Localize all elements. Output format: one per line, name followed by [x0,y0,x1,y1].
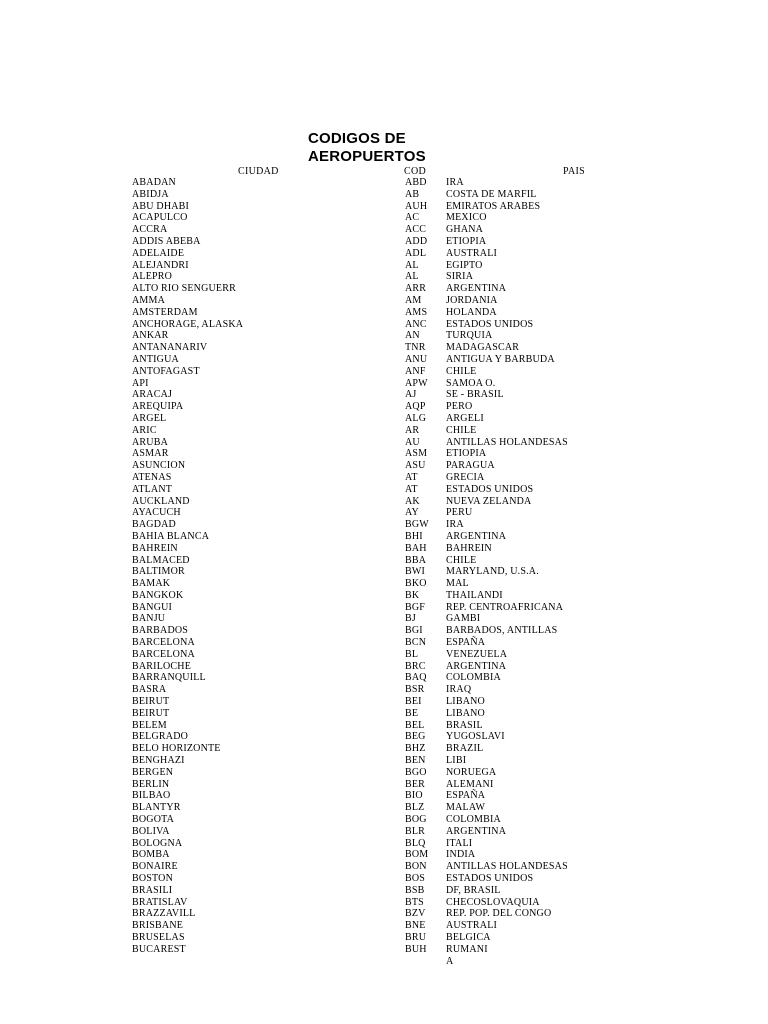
code-cell: BON [405,861,427,873]
table-row [0,566,768,578]
city-cell: ATLANT [132,483,173,495]
country-cell: SAMOA O. [446,377,496,389]
city-cell: BERGEN [132,766,174,778]
country-cell: THAILANDI [446,589,503,601]
code-cell: ANU [405,353,428,365]
city-cell: ALTO RIO SENGUERR [132,283,236,295]
code-cell: BIO [405,790,423,802]
code-cell: BBA [405,554,427,566]
code-cell: BOM [405,849,429,861]
table-row [0,519,768,531]
code-cell: ADD [405,235,428,247]
table-row [0,885,768,897]
table-row [0,342,768,354]
code-cell: ALG [405,412,427,424]
code-cell: AJ [405,389,417,401]
table-row [0,177,768,189]
country-cell: AUSTRALI [446,920,498,932]
table-row [0,330,768,342]
country-cell: EGIPTO [446,259,483,271]
country-cell: ARGENTINA [446,825,507,837]
city-cell: BERLIN [132,778,170,790]
code-cell: BRC [405,660,426,672]
code-cell: BWI [405,566,426,578]
country-cell: PERU [446,507,473,519]
city-cell: BOLIVA [132,825,170,837]
code-cell: BHZ [405,743,426,755]
table-row [0,271,768,283]
country-cell: VENEZUELA [446,648,508,660]
code-cell: BGI [405,625,423,637]
code-cell: AR [405,424,420,436]
code-cell: BUH [405,943,427,955]
city-cell: BOSTON [132,873,174,885]
table-row [0,555,768,567]
table-row [0,425,768,437]
city-cell: BEIRUT [132,707,170,719]
code-cell: BSB [405,884,425,896]
table-row [0,708,768,720]
city-cell: BUCAREST [132,943,186,955]
city-cell: BARRANQUILL [132,672,206,684]
table-row [0,283,768,295]
table-row [0,826,768,838]
city-cell: BARCELONA [132,648,195,660]
city-cell: BALMACED [132,554,190,566]
country-cell: REP. CENTROAFRICANA [446,601,564,613]
table-row [0,897,768,909]
country-cell: RUMANI [446,943,488,955]
table-row [0,307,768,319]
city-cell: BAHREIN [132,542,178,554]
code-cell: ADL [405,247,427,259]
code-cell: BLQ [405,837,426,849]
code-cell: BEI [405,696,422,708]
table-row [0,625,768,637]
table-row [0,401,768,413]
city-cell: ARACAJ [132,389,173,401]
city-cell: BRAZZAVILL [132,908,196,920]
country-cell: SIRIA [446,271,474,283]
city-cell: BARCELONA [132,637,195,649]
column-header-cod: COD [404,166,427,177]
table-row [0,838,768,850]
code-cell: BAQ [405,672,427,684]
city-cell: BAGDAD [132,519,176,531]
country-cell: ESTADOS UNIDOS [446,483,534,495]
city-cell: BONAIRE [132,861,178,873]
code-cell: AQP [405,401,426,413]
table-row [0,248,768,260]
country-cell: PARAGUA [446,460,495,472]
code-cell: BEG [405,731,426,743]
code-cell: BTS [405,896,424,908]
country-cell: ETIOPIA [446,235,487,247]
city-cell: API [132,377,149,389]
table-row [0,731,768,743]
city-cell: BANGUI [132,601,173,613]
country-cell: ESTADOS UNIDOS [446,318,534,330]
city-cell: ASUNCION [132,460,186,472]
table-row [0,861,768,873]
table-row [0,484,768,496]
country-cell: ARGENTINA [446,660,507,672]
city-cell: ARUBA [132,436,169,448]
country-cell: MARYLAND, U.S.A. [446,566,539,578]
country-cell: PERO [446,401,473,413]
table-row [0,932,768,944]
code-cell: BK [405,589,420,601]
country-cell: ESPAÑA [446,790,486,802]
country-cell: BRASIL [446,719,483,731]
country-cell: A [446,955,454,967]
code-cell: AT [405,483,418,495]
city-cell: ARIC [132,424,157,436]
country-cell: ANTIGUA Y BARBUDA [446,353,555,365]
country-cell: COLOMBIA [446,672,501,684]
country-cell: IRA [446,519,464,531]
city-cell: BELEM [132,719,167,731]
code-cell: AB [405,188,420,200]
table-row [0,743,768,755]
city-cell: BRUSELAS [132,932,185,943]
country-cell: LIBI [446,755,467,767]
table-row [0,602,768,614]
city-cell: AMSTERDAM [132,306,198,318]
country-cell: NUEVA ZELANDA [446,495,532,507]
airport-code-table [0,177,768,967]
table-row [0,613,768,625]
table-row [0,472,768,484]
city-cell: ATENAS [132,471,172,483]
code-cell: ANC [405,318,427,330]
code-cell: ASM [405,448,428,460]
country-cell: EMIRATOS ARABES [446,200,541,212]
code-cell: BOS [405,873,426,885]
code-cell: BJ [405,613,416,625]
code-cell: AMS [405,306,428,318]
table-row [0,212,768,224]
code-cell: BEL [405,719,425,731]
city-cell: ANCHORAGE, ALASKA [132,318,244,330]
city-cell: BOGOTA [132,814,175,826]
table-row [0,437,768,449]
country-cell: ARGENTINA [446,530,507,542]
city-cell: BAMAK [132,578,171,590]
city-cell: ANTANANARIV [132,342,208,354]
table-row [0,460,768,472]
code-cell: BGO [405,766,427,778]
table-row [0,295,768,307]
code-cell: AUH [405,200,428,212]
city-cell: BOLOGNA [132,837,183,849]
page-title: CODIGOS DE AEROPUERTOS [308,130,426,165]
city-cell: BANJU [132,613,166,625]
city-cell: BANGKOK [132,589,184,601]
code-cell: ANF [405,365,426,377]
code-cell: AK [405,495,420,507]
code-cell: BER [405,778,426,790]
code-cell: BGW [405,519,429,531]
code-cell: BNE [405,920,426,932]
city-cell: AUCKLAND [132,495,190,507]
country-cell: GHANA [446,224,484,236]
table-row [0,637,768,649]
city-cell: ANKAR [132,330,169,342]
country-cell: LIBANO [446,707,485,719]
code-cell: AM [405,294,422,306]
country-cell: AUSTRALI [446,247,498,259]
city-cell: ABIDJA [132,188,169,200]
table-row [0,873,768,885]
country-cell: ESTADOS UNIDOS [446,873,534,885]
country-cell: CHILE [446,424,477,436]
table-row [0,413,768,425]
city-cell: ANTIGUA [132,353,179,365]
city-cell: BARBADOS [132,625,189,637]
code-cell: ARR [405,283,427,295]
city-cell: ALEPRO [132,271,173,283]
code-cell: AN [405,330,420,342]
code-cell: BOG [405,814,427,826]
country-cell: ETIOPIA [446,448,487,460]
country-cell: ANTILLAS HOLANDESAS [446,436,568,448]
table-row [0,684,768,696]
table-row [0,366,768,378]
table-row [0,590,768,602]
table-row [0,755,768,767]
table-row [0,779,768,791]
table-row [0,790,768,802]
code-cell: ACC [405,224,427,236]
city-cell: ALEJANDRI [132,259,189,271]
table-row [0,696,768,708]
country-cell: ITALI [446,837,473,849]
city-cell: BELGRADO [132,731,189,743]
code-cell: ABD [405,177,427,188]
city-cell: BRASILI [132,884,173,896]
city-cell: BILBAO [132,790,171,802]
country-cell: CHILE [446,554,477,566]
city-cell: BARILOCHE [132,660,192,672]
city-cell: BENGHAZI [132,755,185,767]
table-row [0,531,768,543]
table-row [0,354,768,366]
table-row [0,448,768,460]
city-cell: ANTOFAGAST [132,365,200,377]
city-cell: ACAPULCO [132,212,188,224]
country-cell: COLOMBIA [446,814,501,826]
code-cell: APW [405,377,428,389]
city-cell: ABU DHABI [132,200,190,212]
city-cell: BLANTYR [132,802,181,814]
code-cell: TNR [405,342,426,354]
country-cell: GRECIA [446,471,485,483]
city-cell: BELO HORIZONTE [132,743,221,755]
country-cell: IRAQ [446,684,472,696]
table-row [0,236,768,248]
table-row [0,814,768,826]
country-cell: TURQUIA [446,330,493,342]
table-row [0,944,768,956]
country-cell: ARGELI [446,412,484,424]
country-cell: INDIA [446,849,476,861]
code-cell: AU [405,436,420,448]
table-row [0,378,768,390]
table-row [0,319,768,331]
city-cell: AMMA [132,294,166,306]
column-header-ciudad: CIUDAD [238,166,279,177]
table-row [0,956,768,968]
code-cell: BGF [405,601,426,613]
country-cell: IRA [446,177,464,188]
code-cell: BKO [405,578,427,590]
code-cell: BZV [405,908,426,920]
country-cell: YUGOSLAVI [446,731,505,743]
country-cell: BAHREIN [446,542,492,554]
code-cell: BLZ [405,802,425,814]
country-cell: MAL [446,578,469,590]
code-cell: AY [405,507,419,519]
city-cell: BRISBANE [132,920,184,932]
city-cell: ARGEL [132,412,167,424]
code-cell: AL [405,259,419,271]
table-row [0,189,768,201]
table-row [0,543,768,555]
table-row [0,260,768,272]
table-row [0,920,768,932]
code-cell: BHI [405,530,423,542]
country-cell: CHECOSLOVAQUIA [446,896,540,908]
table-row [0,767,768,779]
country-cell: BELGICA [446,932,491,943]
country-cell: ALEMANI [446,778,494,790]
country-cell: DF, BRASIL [446,884,501,896]
table-row [0,802,768,814]
city-cell: ABADAN [132,177,176,188]
country-cell: JORDANIA [446,294,498,306]
city-cell: AYACUCH [132,507,181,519]
code-cell: BLR [405,825,426,837]
city-cell: BEIRUT [132,696,170,708]
country-cell: ESPAÑA [446,637,486,649]
table-row [0,496,768,508]
code-cell: BL [405,648,419,660]
table-row [0,201,768,213]
country-cell: SE - BRASIL [446,389,504,401]
column-header-pais: PAIS [563,166,585,177]
table-row [0,720,768,732]
code-cell: AC [405,212,420,224]
city-cell: ASMAR [132,448,169,460]
code-cell: BEN [405,755,426,767]
city-cell: ADELAIDE [132,247,185,259]
country-cell: MEXICO [446,212,487,224]
country-cell: REP. POP. DEL CONGO [446,908,552,920]
city-cell: ADDIS ABEBA [132,235,201,247]
table-row [0,507,768,519]
code-cell: BCN [405,637,427,649]
code-cell: BSR [405,684,425,696]
code-cell: ASU [405,460,426,472]
country-cell: MADAGASCAR [446,342,520,354]
country-cell: CHILE [446,365,477,377]
table-row [0,849,768,861]
code-cell: BE [405,707,419,719]
city-cell: AREQUIPA [132,401,184,413]
table-row [0,389,768,401]
code-cell: BRU [405,932,427,943]
country-cell: LIBANO [446,696,485,708]
code-cell: AL [405,271,419,283]
city-cell: BASRA [132,684,167,696]
table-row [0,661,768,673]
city-cell: BRATISLAV [132,896,188,908]
code-cell: AT [405,471,418,483]
table-row [0,224,768,236]
country-cell: GAMBI [446,613,481,625]
country-cell: NORUEGA [446,766,497,778]
city-cell: BALTIMOR [132,566,185,578]
city-cell: ACCRA [132,224,168,236]
country-cell: MALAW [446,802,486,814]
country-cell: HOLANDA [446,306,497,318]
table-row [0,908,768,920]
table-row [0,672,768,684]
city-cell: BAHIA BLANCA [132,530,210,542]
city-cell: BOMBA [132,849,170,861]
country-cell: COSTA DE MARFIL [446,188,537,200]
country-cell: BARBADOS, ANTILLAS [446,625,558,637]
country-cell: ANTILLAS HOLANDESAS [446,861,568,873]
code-cell: BAH [405,542,427,554]
country-cell: BRAZIL [446,743,484,755]
country-cell: ARGENTINA [446,283,507,295]
table-row [0,649,768,661]
table-row [0,578,768,590]
